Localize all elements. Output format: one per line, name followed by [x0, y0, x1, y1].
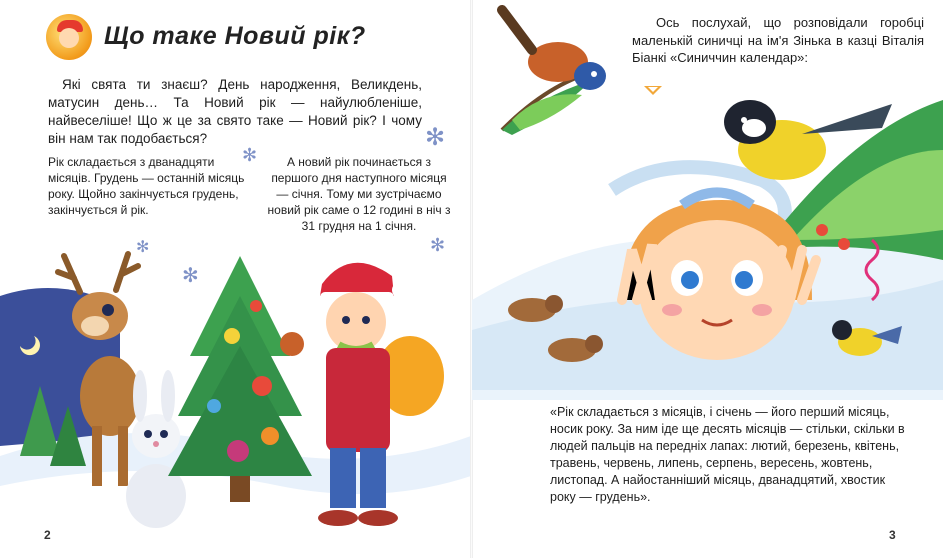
snowflake-icon: ✻ [242, 145, 258, 165]
bird-top-left [502, 10, 606, 90]
snowflake-icon: ✻ [430, 235, 446, 255]
snowflake-icon: ✻ [182, 265, 199, 287]
quote-intro-text: Ось послухай, що розповідали горобці маленькій синичці на ім'я Зінька в казці Віталія Біанкі «Синиччин календар»: [632, 15, 924, 65]
santa-badge-icon [46, 14, 92, 60]
berry-icon [838, 238, 850, 250]
ornament-icon [224, 328, 240, 344]
christmas-tree-illustration [168, 256, 312, 502]
page-number-left: 2 [44, 528, 51, 542]
text-column-left: Рік складається з дванадцяти місяців. Грудень — останній місяць року. Щойно закінчується грудень, закінчується й рік. [48, 155, 245, 217]
page-number-right: 3 [889, 528, 896, 542]
quote-intro-paragraph [632, 14, 924, 67]
ornament-icon [252, 376, 272, 396]
left-page [0, 0, 471, 558]
intro-paragraph: Які свята ти знаєш? День народження, Великдень, матусин день… Та Новий рік — найулюбленіше, найвеселіше! Що ж це за свято таке — Новий рік? І чому він нам так подобається? [48, 77, 422, 146]
page-title: Що таке Новий рік? [104, 22, 366, 50]
illustration-winter-scene [0, 236, 471, 540]
quote-paragraph: «Рік складається з місяців, і січень — його перший місяць, носик року. За ним іде ще десять місяців — стільки, скільки в людей пальців на передніх лапах: лютий, березень, квітень, травень, червень, липень, серпень, вересень, жовтень, листопад. А найостанніший місяць, дванадцятий, хвостик року — грудень». [550, 405, 905, 504]
triangle-marker-icon [644, 86, 662, 95]
glove-icon [280, 332, 304, 356]
ornament-icon [250, 300, 262, 312]
berry-icon [816, 224, 828, 236]
right-page [472, 0, 943, 558]
ornament-icon [261, 427, 279, 445]
ornament-icon [207, 399, 221, 413]
snowflake-icon: ✻ [425, 124, 446, 151]
text-column-right: А новий рік починається з першого дня наступного місяця — січня. Тому ми зустрічаємо новий рік саме о 12 годині в ніч з 31 грудня на 1 січня. [267, 155, 451, 233]
snowflake-icon: ✻ [136, 239, 150, 256]
ornament-icon [227, 440, 249, 462]
